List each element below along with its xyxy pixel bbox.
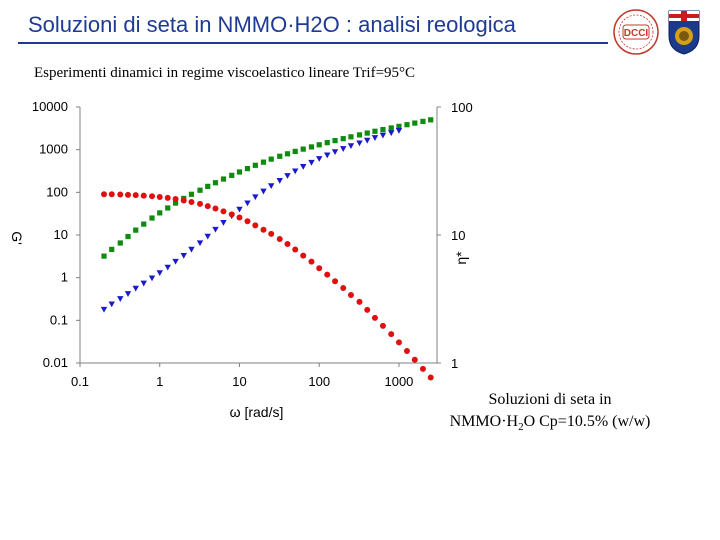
data-point-green-square (101, 254, 106, 259)
data-point-red-circle (356, 299, 362, 305)
data-point-blue-triangle-down (205, 234, 211, 240)
data-point-green-square (253, 163, 258, 168)
y-tick-label: 100 (46, 184, 68, 200)
data-point-red-circle (300, 253, 306, 259)
data-point-red-circle (388, 331, 394, 337)
data-point-green-square (221, 176, 226, 181)
data-point-green-square (157, 210, 162, 215)
sample-caption (420, 389, 680, 438)
data-point-green-square (285, 151, 290, 156)
data-point-green-square (420, 119, 425, 124)
data-point-blue-triangle-down (109, 302, 115, 308)
data-point-green-square (357, 132, 362, 137)
data-point-blue-triangle-down (277, 178, 283, 184)
data-point-green-square (309, 144, 314, 149)
data-point-blue-triangle-down (252, 194, 258, 200)
data-point-red-circle (117, 192, 123, 198)
data-point-green-square (269, 157, 274, 162)
data-point-blue-triangle-down (197, 240, 203, 246)
data-point-red-circle (212, 206, 218, 212)
data-point-red-circle (268, 231, 274, 237)
data-point-blue-triangle-down (268, 183, 274, 189)
y2-axis-label: η* (453, 251, 469, 265)
data-point-green-square (237, 169, 242, 174)
data-point-red-circle (292, 247, 298, 253)
data-point-green-square (141, 222, 146, 227)
data-point-red-circle (181, 198, 187, 204)
data-point-red-circle (252, 222, 258, 228)
data-point-green-square (118, 240, 123, 245)
data-point-blue-triangle-down (380, 133, 386, 139)
y-axis-label: G' (9, 231, 25, 245)
data-point-blue-triangle-down (133, 286, 139, 292)
data-point-red-circle (348, 292, 354, 298)
y-tick-label: 10 (53, 227, 68, 242)
slide-title: Soluzioni di seta in NMMO·H2O : analisi reologica (28, 12, 516, 37)
data-point-red-circle (332, 278, 338, 284)
data-point-green-square (428, 117, 433, 122)
data-point-green-square (380, 127, 385, 132)
data-point-red-circle (412, 357, 418, 363)
data-point-green-square (317, 142, 322, 147)
data-point-green-square (293, 149, 298, 154)
data-point-green-square (372, 129, 377, 134)
caption-line-1: Soluzioni di seta in (488, 391, 612, 408)
data-point-green-square (412, 120, 417, 125)
y-tick-label: 10000 (31, 99, 68, 114)
data-point-blue-triangle-down (141, 281, 147, 287)
data-point-blue-triangle-down (125, 291, 131, 297)
data-point-red-circle (229, 211, 235, 217)
y2-tick-label: 10 (451, 228, 466, 243)
data-point-blue-triangle-down (157, 270, 163, 276)
data-point-red-circle (188, 199, 194, 205)
data-point-blue-triangle-down (348, 143, 354, 149)
data-point-red-circle (173, 196, 179, 202)
x-axis-label: ω [rad/s] (229, 404, 284, 420)
data-point-blue-triangle-down (292, 168, 298, 174)
data-point-blue-triangle-down (332, 149, 338, 155)
x-tick-label: 100 (308, 374, 331, 389)
data-point-red-circle (316, 265, 322, 271)
data-point-red-circle (244, 218, 250, 224)
data-point-blue-triangle-down (284, 173, 290, 179)
data-point-red-circle (260, 227, 266, 233)
data-point-blue-triangle-down (340, 146, 346, 152)
data-point-blue-triangle-down (188, 247, 194, 253)
x-tick-label: 1 (156, 374, 164, 389)
data-point-blue-triangle-down (364, 138, 370, 144)
data-point-green-square (277, 154, 282, 159)
data-point-green-square (149, 215, 154, 220)
data-point-green-square (341, 136, 346, 141)
x-tick-label: 0.1 (70, 374, 90, 389)
data-point-blue-triangle-down (260, 189, 266, 195)
data-point-green-square (245, 166, 250, 171)
data-point-red-circle (125, 192, 131, 198)
y-tick-label: 1 (60, 269, 68, 285)
data-point-red-circle (157, 194, 163, 200)
data-point-blue-triangle-down (117, 296, 123, 302)
data-point-green-square (325, 140, 330, 145)
data-point-blue-triangle-down (236, 207, 242, 213)
data-point-green-square (133, 228, 138, 233)
data-point-green-square (229, 173, 234, 178)
data-point-red-circle (364, 307, 370, 313)
data-point-green-square (332, 138, 337, 143)
data-point-blue-triangle-down (372, 135, 378, 141)
data-point-blue-triangle-down (101, 307, 107, 313)
data-point-red-circle (324, 272, 330, 278)
data-point-red-circle (165, 195, 171, 201)
data-point-blue-triangle-down (212, 227, 218, 233)
logo-text: DCCI (623, 28, 649, 39)
data-point-blue-triangle-down (356, 140, 362, 146)
y2-tick-label: 1 (451, 356, 459, 371)
data-point-red-circle (380, 323, 386, 329)
data-point-green-square (404, 122, 409, 127)
data-point-red-circle (308, 259, 314, 265)
data-point-blue-triangle-down (172, 259, 178, 265)
data-point-red-circle (420, 366, 426, 372)
data-point-green-square (261, 160, 266, 165)
data-point-green-square (348, 134, 353, 139)
data-point-red-circle (372, 315, 378, 321)
data-point-blue-triangle-down (149, 275, 155, 281)
data-point-green-square (165, 205, 170, 210)
data-point-blue-triangle-down (316, 156, 322, 162)
data-point-green-square (197, 188, 202, 193)
data-point-green-square (365, 130, 370, 135)
data-point-blue-triangle-down (324, 153, 330, 159)
data-point-blue-triangle-down (308, 160, 314, 166)
y-tick-label: 0.01 (42, 355, 68, 370)
data-point-red-circle (109, 191, 115, 197)
data-point-blue-triangle-down (220, 220, 226, 226)
x-tick-label: 10 (232, 374, 247, 389)
y2-tick-label: 100 (451, 100, 473, 115)
data-point-red-circle (205, 203, 211, 209)
data-point-red-circle (220, 208, 226, 214)
data-point-red-circle (428, 375, 434, 381)
data-point-green-square (213, 180, 218, 185)
data-point-green-square (205, 184, 210, 189)
data-point-red-circle (101, 191, 107, 197)
data-point-red-circle (236, 214, 242, 220)
y-tick-label: 1000 (39, 141, 68, 157)
data-point-green-square (109, 247, 114, 252)
data-point-green-square (125, 234, 130, 239)
data-point-blue-triangle-down (388, 130, 394, 136)
data-point-blue-triangle-down (396, 128, 402, 134)
data-point-red-circle (277, 236, 283, 242)
data-point-red-circle (404, 348, 410, 354)
x-tick-label: 1000 (384, 374, 414, 389)
data-point-green-square (301, 147, 306, 152)
data-point-red-circle (340, 285, 346, 291)
data-point-red-circle (141, 193, 147, 199)
data-point-blue-triangle-down (300, 164, 306, 170)
data-point-red-circle (396, 339, 402, 345)
data-point-green-square (189, 192, 194, 197)
data-point-red-circle (133, 192, 139, 198)
data-point-red-circle (284, 241, 290, 247)
data-point-blue-triangle-down (181, 253, 187, 259)
data-point-blue-triangle-down (244, 200, 250, 206)
slide-subtitle: Esperimenti dinamici in regime viscoelastico lineare Trif=95°C (34, 65, 416, 81)
y-tick-label: 0.1 (49, 312, 68, 328)
data-point-green-square (389, 125, 394, 130)
data-point-red-circle (197, 201, 203, 207)
data-point-red-circle (149, 193, 155, 199)
data-point-blue-triangle-down (165, 265, 171, 271)
caption-line-2: $NMMO\cdot H_2O$ Cp=10.5% (w/w) (449, 413, 651, 434)
